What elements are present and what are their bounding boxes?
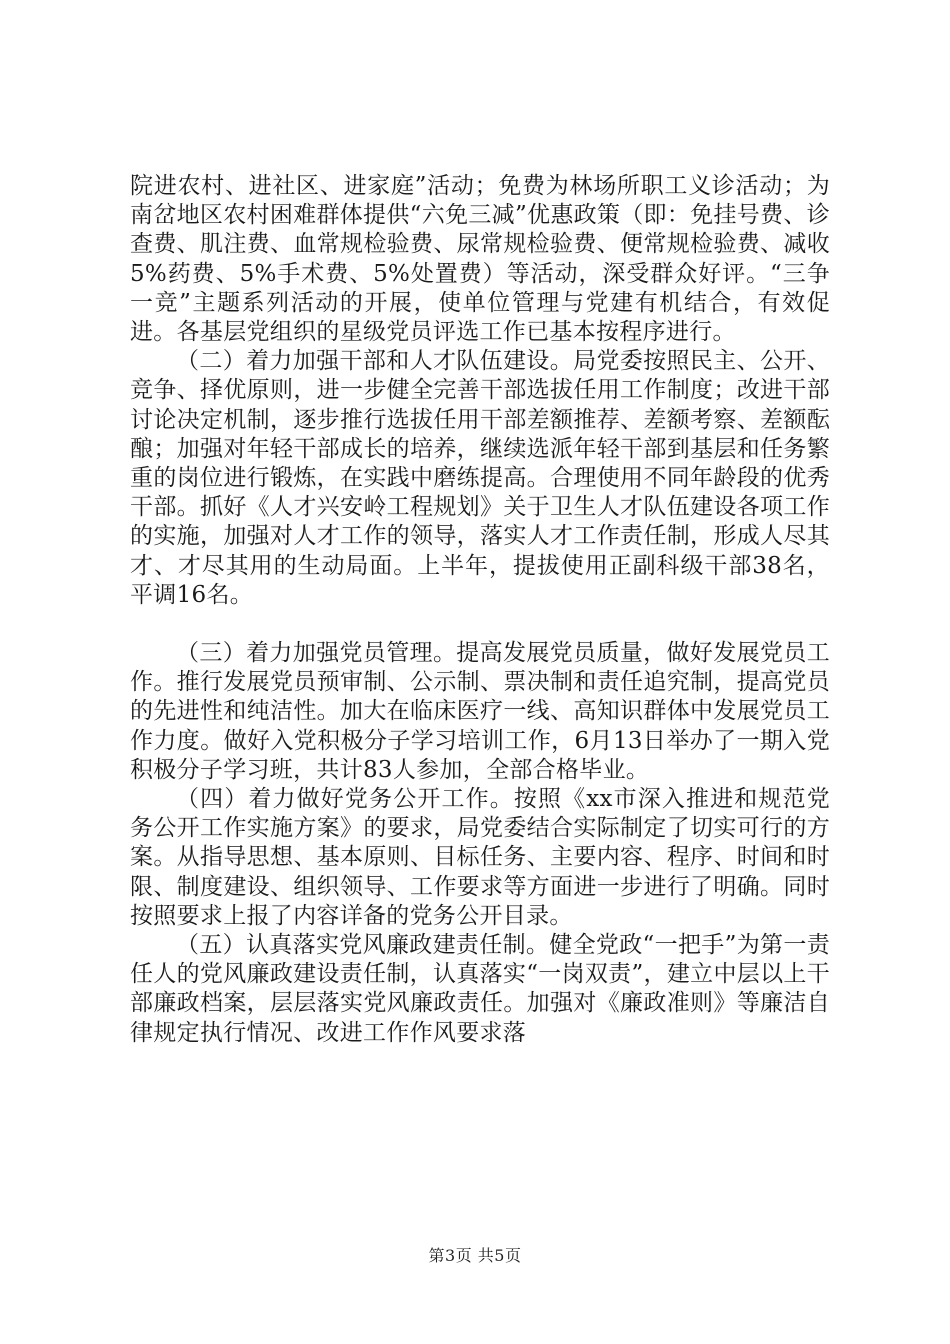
paragraph-section-3: （三）着力加强党员管理。提高发展党员质量，做好发展党员工作。推行发展党员预审制、公示制、票决制和责任追究制，提高党员的先进性和纯洁性。加大在临床医疗一线、高知识群体中发展党员工作力度。做好入党积极分子学习培训工作，6月13日举办了一期入党积极分子学习班，共计83人参加，全部合格毕业。 bbox=[130, 640, 830, 783]
document-body bbox=[130, 172, 830, 1048]
paragraph-section-5: （五）认真落实党风廉政建责任制。健全党政“一把手”为第一责任人的党风廉政建设责任制，认真落实“一岗双责”，建立中层以上干部廉政档案，层层落实党风廉政责任。加强对《廉政准则》等廉洁自律规定执行情况、改进工作作风要求落 bbox=[130, 932, 830, 1046]
paragraph-intro-continuation: 院进农村、进社区、进家庭”活动；免费为林场所职工义诊活动；为南岔地区农村困难群体提供“六免三减”优惠政策（即：免挂号费、诊查费、肌注费、血常规检验费、尿常规检验费、便常规检验费、减收5%药费、5%手术费、5%处置费）等活动，深受群众好评。“三争一竞”主题系列活动的开展，使单位管理与党建有机结合，有效促进。各基层党组织的星级党员评选工作已基本按程序进行。 bbox=[130, 173, 830, 346]
paragraph-section-2: （二）着力加强干部和人才队伍建设。局党委按照民主、公开、竞争、择优原则，进一步健全完善干部选拔任用工作制度；改进干部讨论决定机制，逐步推行选拔任用干部差额推荐、差额考察、差额酝酿；加强对年轻干部成长的培养，继续选派年轻干部到基层和任务繁重的岗位进行锻炼，在实践中磨练提高。合理使用不同年龄段的优秀干部。抓好《人才兴安岭工程规划》关于卫生人才队伍建设各项工作的实施，加强对人才工作的领导，落实人才工作责任制，形成人尽其才、才尽其用的生动局面。上半年，提拔使用正副科级干部38名，平调16名。 bbox=[130, 348, 830, 608]
paragraph-section-4: （四）着力做好党务公开工作。按照《xx市深入推进和规范党务公开工作实施方案》的要求，局党委结合实际制定了切实可行的方案。从指导思想、基本原则、目标任务、主要内容、程序、时间和时限、制度建设、组织领导、工作要求等方面进一步进行了明确。同时按照要求上报了内容详备的党务公开目录。 bbox=[130, 786, 830, 929]
page-number-footer: 第3页 共5页 bbox=[428, 1246, 522, 1265]
